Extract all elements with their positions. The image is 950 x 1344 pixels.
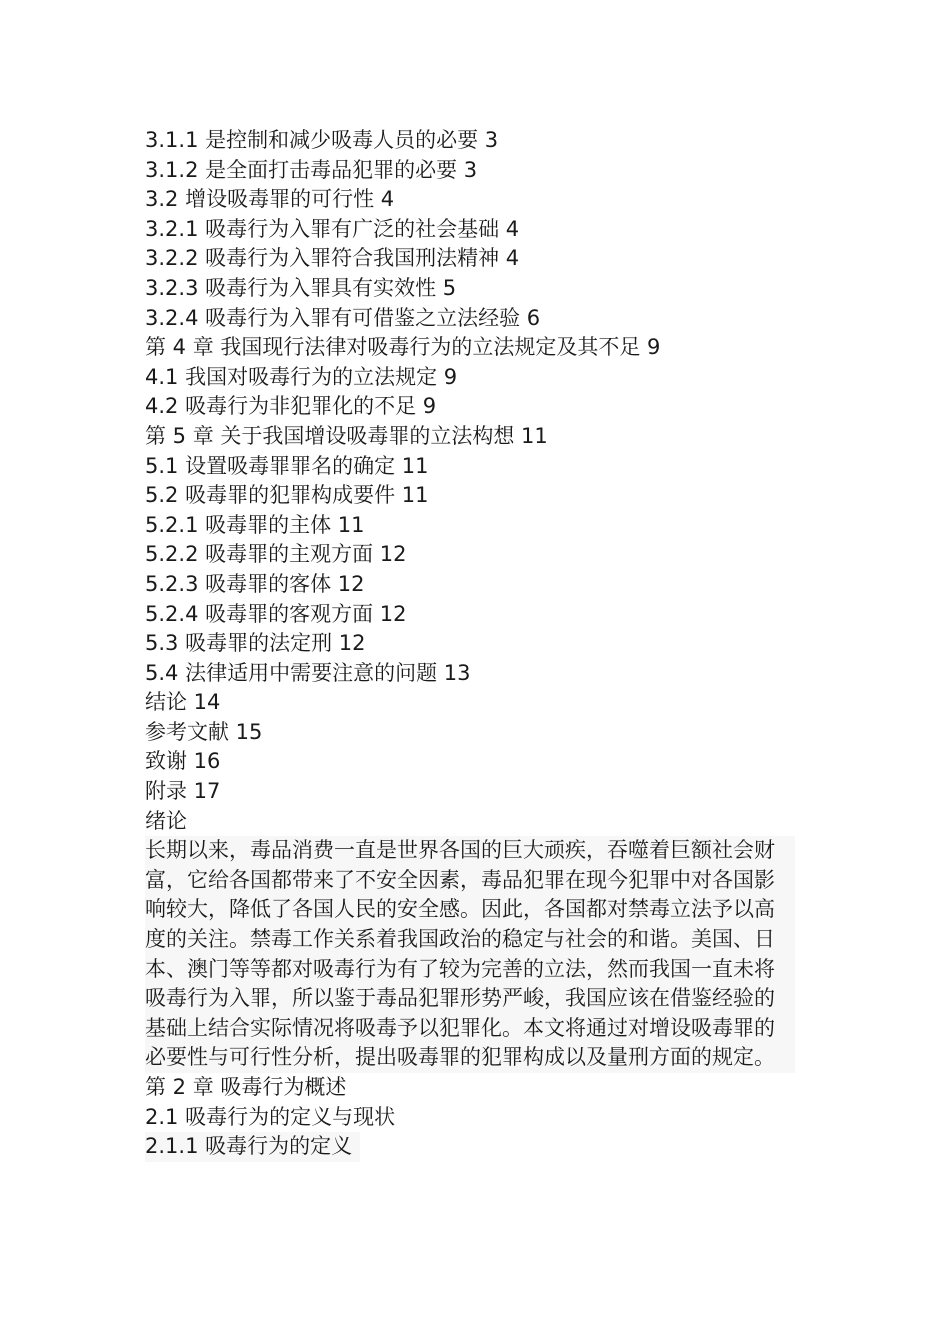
document-page xyxy=(145,126,805,1162)
section-2-1-heading: 2.1 吸毒行为的定义与现状 xyxy=(145,1104,396,1129)
subsection-2-1-1-text: 2.1.1 吸毒行为的定义 xyxy=(145,1132,360,1162)
intro-heading: 绪论 xyxy=(145,808,187,833)
intro-paragraph: 长期以来，毒品消费一直是世界各国的巨大顽疾，吞噬着巨额社会财富，它给各国都带来了不安全因素，毒品犯罪在现今犯罪中对各国影响较大，降低了各国人民的安全感。因此，各国都对禁毒立法予以高度的关注。禁毒工作关系着我国政治的稳定与社会的和谐。美国、日本、澳门等等都对吸毒行为有了较为完善的立法，然而我国一直未将吸毒行为入罪，所以鉴于毒品犯罪形势严峻，我国应该在借鉴经验的基础上结合实际情况将吸毒予以犯罪化。本文将通过对增设吸毒罪的必要性与可行性分析，提出吸毒罪的犯罪构成以及量刑方面的规定。 xyxy=(145,836,795,1073)
toc-entry-3-1-1: 3.1.1 是控制和减少吸毒人员的必要 3 xyxy=(145,128,499,152)
toc-entry-acknowledgements: 致谢 16 xyxy=(145,749,221,774)
toc-entry-3-2-4: 3.2.4 吸毒行为入罪有可借鉴之立法经验 6 xyxy=(145,305,541,330)
toc-entry-5-4: 5.4 法律适用中需要注意的问题 13 xyxy=(145,660,471,685)
toc-entry-5-2: 5.2 吸毒罪的犯罪构成要件 11 xyxy=(145,483,429,508)
toc-entry-5-3: 5.3 吸毒罪的法定刑 12 xyxy=(145,631,366,656)
toc-entry-chapter-4: 第 4 章 我国现行法律对吸毒行为的立法规定及其不足 9 xyxy=(145,335,661,360)
toc-entry-5-2-4: 5.2.4 吸毒罪的客观方面 12 xyxy=(145,601,407,626)
toc-entry-chapter-5: 第 5 章 关于我国增设吸毒罪的立法构想 11 xyxy=(145,423,548,448)
toc-entry-5-2-1: 5.2.1 吸毒罪的主体 11 xyxy=(145,512,365,537)
chapter-2-heading: 第 2 章 吸毒行为概述 xyxy=(145,1075,347,1099)
toc-entry-appendix: 附录 17 xyxy=(145,779,221,804)
toc-entry-5-1: 5.1 设置吸毒罪罪名的确定 11 xyxy=(145,453,429,478)
subsection-2-1-1-heading xyxy=(145,1132,805,1162)
toc-entry-3-1-2: 3.1.2 是全面打击毒品犯罪的必要 3 xyxy=(145,157,478,182)
toc-entry-conclusion: 结论 14 xyxy=(145,690,221,715)
toc-entry-5-2-2: 5.2.2 吸毒罪的主观方面 12 xyxy=(145,542,407,567)
toc-entry-references: 参考文献 15 xyxy=(145,719,263,744)
toc-entry-4-1: 4.1 我国对吸毒行为的立法规定 9 xyxy=(145,364,458,389)
toc-entry-4-2: 4.2 吸毒行为非犯罪化的不足 9 xyxy=(145,394,437,419)
toc-entry-5-2-3: 5.2.3 吸毒罪的客体 12 xyxy=(145,571,365,596)
toc-entry-3-2-1: 3.2.1 吸毒行为入罪有广泛的社会基础 4 xyxy=(145,216,520,241)
toc-entry-3-2-3: 3.2.3 吸毒行为入罪具有实效性 5 xyxy=(145,275,457,300)
toc-entry-3-2-2: 3.2.2 吸毒行为入罪符合我国刑法精神 4 xyxy=(145,246,520,271)
toc-entry-3-2: 3.2 增设吸毒罪的可行性 4 xyxy=(145,187,395,212)
